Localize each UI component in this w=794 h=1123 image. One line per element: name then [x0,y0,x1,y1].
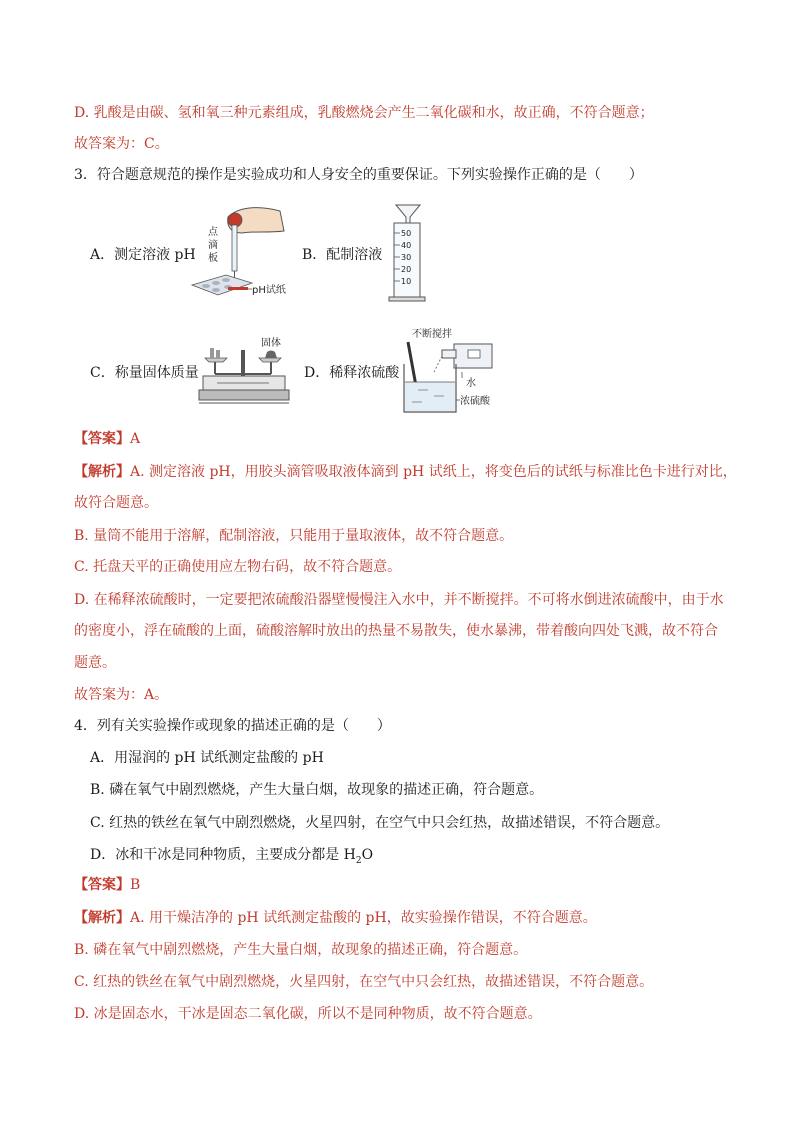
cylinder-tick-label: 10 [401,277,412,286]
q3-option-d-label: D．稀释浓硫酸 [304,365,400,381]
graduated-cylinder-figure [386,203,432,303]
q3-analysis-d3: 题意。 [74,655,116,671]
q4-question: 4．列有关实验操作或现象的描述正确的是（ ） [74,718,391,734]
q3-analysis-d1: D. 在稀释浓硫酸时，一定要把浓硫酸沿器壁慢慢注入水中，并不断搅拌。不可将水倒进浓硫酸中，由于水 [74,592,724,608]
cylinder-tick-label: 50 [401,229,412,238]
subscript-2: 2 [355,855,362,866]
q4-option-d-text: D．冰和干冰是同种物质，主要成分都是 H [90,847,356,863]
answer-value: B [130,877,141,893]
q3-question: 3．符合题意规范的操作是实验成功和人身安全的重要保证。下列实验操作正确的是（ ） [74,167,643,183]
left-pan [205,358,227,362]
q4-answer [74,875,140,895]
solid-label: 固体 [261,338,281,349]
ph-test-figure [188,203,288,299]
dilution-figure [398,326,498,416]
q4-option-b: B. 磷在氧气中剧烈燃烧，产生大量白烟，故现象的描述正确，符合题意。 [90,782,544,798]
q4-option-a: A．用湿润的 pH 试纸测定盐酸的 pH [90,750,324,766]
label-di: 滴 [208,240,218,251]
analysis-text: A. 测定溶液 pH，用胶头滴管吸取液体滴到 pH 试纸上，将变色后的试纸与标准比色卡进行对比， [130,464,737,480]
q4-analysis-d: D. 冰是固态水，干冰是固态二氧化碳，所以不是同种物质，故不符合题意。 [74,1006,542,1022]
q3-answer [74,429,140,449]
funnel-shape [396,205,420,225]
answer-tag: 【答案】 [74,431,130,447]
cylinder-tick-label: 40 [401,241,412,250]
q3-analysis-a2: 故符合题意。 [74,495,158,511]
label-ban: 板 [208,253,218,264]
q3-option-b-label: B．配制溶液 [302,247,383,263]
spot-plate [192,275,252,295]
q3-option-a-label: A．测定溶液 pH [90,247,196,263]
ph-paper-label: pH试纸 [252,285,286,296]
water-label: 水 [466,378,476,389]
q3-final-answer: 故答案为：A。 [74,687,169,703]
q2-option-d-text: D. 乳酸是由碳、氢和氧三种元素组成，乳酸燃烧会产生二氧化碳和水，故正确，不符合题意； [74,105,654,121]
cylinder-tick-label: 20 [401,265,412,274]
acid-label: 浓硫酸 [460,396,490,407]
q3-option-c-label: C．称量固体质量 [90,365,199,381]
q3-analysis-a1 [74,462,737,482]
dropper-tube [232,225,237,271]
ph-paper [228,287,248,290]
cylinder-tick-label: 30 [401,253,412,262]
q4-analysis-b: B. 磷在氧气中剧烈燃烧，产生大量白烟，故现象的描述正确，符合题意。 [74,942,528,958]
stir-label: 不断搅拌 [412,329,452,340]
analysis-tag: 【解析】 [74,464,130,480]
answer-tag: 【答案】 [74,877,130,893]
q3-analysis-b: B. 量筒不能用于溶解，配制溶液，只能用于量取液体，故不符合题意。 [74,528,514,544]
q3-analysis-c: C. 托盘天平的正确使用应左物右码，故不符合题意。 [74,559,402,575]
q4-option-d-o: O [361,847,374,863]
label-dian: 点 [208,227,218,238]
q4-analysis-a [74,908,597,928]
q4-option-d [90,845,373,865]
analysis-text: A. 用干燥洁净的 pH 试纸测定盐酸的 pH，故实验操作错误，不符合题意。 [130,910,597,926]
q4-analysis-c: C. 红热的铁丝在氧气中剧烈燃烧，火星四射，在空气中只会红热，故描述错误，不符合题意。 [74,974,654,990]
q2-final-answer: 故答案为：C。 [74,136,169,152]
balance-figure [197,332,293,408]
analysis-tag: 【解析】 [74,910,130,926]
q3-analysis-d2: 的密度小，浮在硫酸的上面，硫酸溶解时放出的热量不易散失，使水暴沸，带着酸向四处飞溅，故不符合 [74,623,718,639]
answer-value: A [130,431,141,447]
right-pan [259,358,281,362]
q4-option-c: C. 红热的铁丝在氧气中剧烈燃烧，火星四射，在空气中只会红热，故描述错误，不符合题意。 [90,815,670,831]
